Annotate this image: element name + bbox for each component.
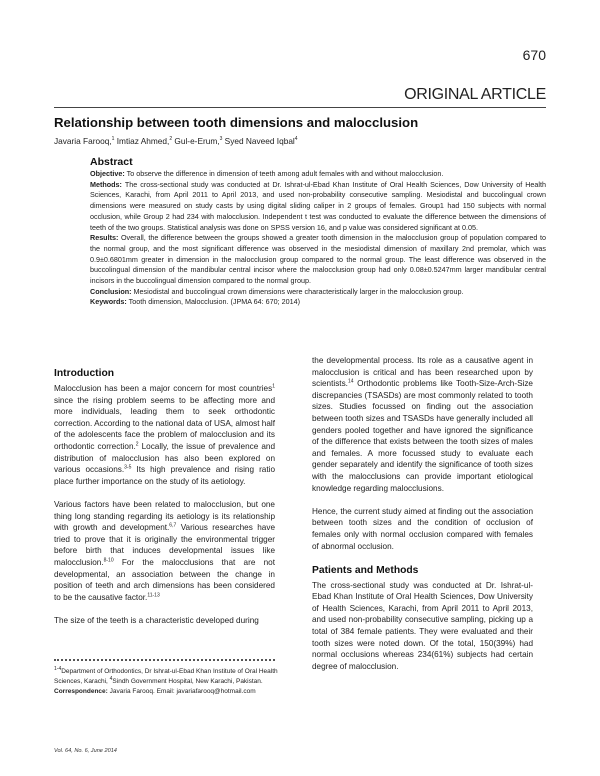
conclusion-label: Conclusion: — [90, 286, 132, 296]
right-column — [312, 355, 533, 684]
results-text: Overall, the difference between the groups showed a greater tooth dimension in the malocclusion group of population compared to the normal group, and the most significant difference was observed in the mesiodistal dimension of maxillary 2nd premolar, which was 0.9±0.6801mm greater in dimension in the malocclusion group compared to the normal group. The least difference was observed in the buccolingual dimension of the mandibular central incisor where the malocclusion group had only 0.08±0.5247mm larger mandibular central incisors in the buccolingual dimension compared to the normal group. — [90, 233, 546, 286]
keywords-label: Keywords: — [90, 297, 127, 307]
author-name: Imtiaz Ahmed, — [114, 136, 170, 146]
citation-mark: 8-10 — [103, 557, 114, 564]
methods-label: Methods: — [90, 179, 122, 189]
citation-mark: 1 — [272, 383, 275, 390]
objective-text: To observe the difference in dimension of teeth among adult females with and without malocclusion. — [124, 169, 444, 178]
citation-mark: 3-5 — [124, 464, 132, 471]
objective-label: Objective: — [90, 169, 125, 178]
abstract-methods — [90, 180, 546, 234]
journal-citation-footer: Vol. 64, No. 6, June 2014 — [54, 748, 117, 754]
introduction-paragraph: Various factors have been related to malocclusion, but one thing long standing regarding its aetiology is its relationship with growth and development.$^{6,7}$ Various researches have tried to prove that it is originally the environmental trigger before birth that induces developmental issues like malocclusion.$^{8-10}$ For the malocclusions that are not developmental, an association between the change in position of teeth and arch dimensions has been considered to be the causative factor.$^{11-13}$ — [54, 499, 275, 602]
abstract-heading: Abstract — [90, 156, 133, 168]
introduction-paragraph: The size of the teeth is a characteristic developed during — [54, 615, 259, 625]
author-affiliation-mark: 4 — [294, 136, 298, 143]
author-name: Syed Naveed Iqbal — [222, 136, 295, 146]
introduction-heading: Introduction — [54, 368, 115, 379]
affiliation-footnote — [54, 667, 286, 697]
author-name: Gul-e-Erum, — [172, 136, 220, 146]
correspondence-label: Correspondence: — [54, 688, 108, 695]
article-type-label: ORIGINAL ARTICLE — [404, 86, 546, 103]
methods-heading: Patients and Methods — [312, 564, 419, 576]
citation-mark: 6,7 — [169, 522, 177, 529]
left-column — [54, 367, 275, 638]
abstract-results — [90, 233, 546, 287]
citation-mark: 11-13 — [147, 591, 160, 598]
author-affiliation-mark: 3 — [219, 136, 223, 143]
abstract-conclusion — [90, 287, 546, 298]
author-list — [54, 136, 298, 146]
methods-text: The cross-sectional study was conducted at Dr. Ishrat-ul-Ebad Khan Institute of Oral Health Sciences, Dow University of Health Sciences, Karachi, from April 2011 to April 2013, and used non-probability consecutive sampling. Mesiodistal and buccolingual crown dimensions were measured on study casts by using digital sliding caliper in 2 groups of females. Group1 had 150 subjects with normal occlusion, while Group 2 had 234 with malocclusion. Independent t test was conducted to evaluate the difference between the dimensions of teeth of the two groups. Statistical analysis was done on SPSS version 16, and p value was considered significant at 0.05. — [90, 179, 546, 232]
correspondence-text — [54, 687, 286, 697]
abstract-keywords — [90, 297, 546, 308]
keywords-text: Tooth dimension, Malocclusion. (JPMA 64: 670; 2014) — [126, 297, 301, 307]
abstract-block — [90, 155, 546, 308]
author-name: Javaria Farooq, — [54, 136, 112, 146]
affiliation-text: $^{1-4}$Department of Orthodontics, Dr Ishrat-ul-Ebad Khan Institute of Oral Health Sciences, Karachi, $^4$Sindh Government Hospital, New Karachi, Pakistan. — [54, 665, 278, 685]
abstract-objective — [90, 169, 546, 180]
correspondence-email[interactable]: Javaria Farooq. Email: javariafarooq@hotmail.com — [107, 688, 256, 695]
header-rule — [54, 107, 546, 108]
methods-paragraph: The cross-sectional study was conducted at Dr. Ishrat-ul-Ebad Khan Institute of Oral Health Sciences, Dow University of Health Sciences, Karachi, from April 2011 to April 2013, and used non-probability consecutive sampling, picking up a total of 384 female patients. They were evaluated and their tooth sizes were noted down. Of the total, 150(39%) had normal occlusions whereas 234(61%) subjects had certain degree of malocclusion. — [312, 580, 533, 671]
author-affiliation-mark: 1 — [111, 136, 115, 143]
introduction-paragraph: Malocclusion has been a major concern for most countries$^1$ since the rising problem seems to be affecting more and more individuals, leading them to seek orthodontic correction. According to the national data of USA, almost half of the adolescents face the problem of malocclusion and its orthodontic correction.$^2$ Locally, the issue of prevalence and distribution of malocclusion has also been explored on various occasions.$^{3-5}$ Its high prevalence and rising ratio place further importance on the study of its aetiology. — [54, 383, 276, 486]
introduction-paragraph: Hence, the current study aimed at finding out the association between tooth sizes and the condition of occlusion of females only with normal occlusion compared with females of abnormal occlusion. — [312, 506, 533, 551]
citation-mark: 14 — [347, 378, 354, 385]
footnote-divider — [54, 659, 275, 661]
results-label: Results: — [90, 233, 119, 243]
author-affiliation-mark: 2 — [169, 136, 173, 143]
article-title: Relationship between tooth dimensions and malocclusion — [54, 115, 419, 130]
page-number: 670 — [522, 47, 546, 63]
conclusion-text: Mesiodistal and buccolingual crown dimensions were characteristically larger in the malocclusion group. — [131, 286, 464, 296]
citation-mark: 2 — [135, 441, 139, 448]
introduction-paragraph: the developmental process. Its role as a causative agent in malocclusion is critical and has been researched upon by scientists.$^{14}$ Orthodontic problems like Tooth-Size-Arch-Size discrepancies (TSASDs) are most commonly related to tooth sizes. Studies focussed on finding out the association between tooth sizes and TSASDs have generally included all genders pooled together and have ignored the significance of the difference that exists between the tooth sizes of males and females. A more focussed study to evaluate each gender separately and identify the significance of tooth sizes with the malocclusions can provide important etiological knowledge regarding malocclusions. — [312, 356, 533, 493]
